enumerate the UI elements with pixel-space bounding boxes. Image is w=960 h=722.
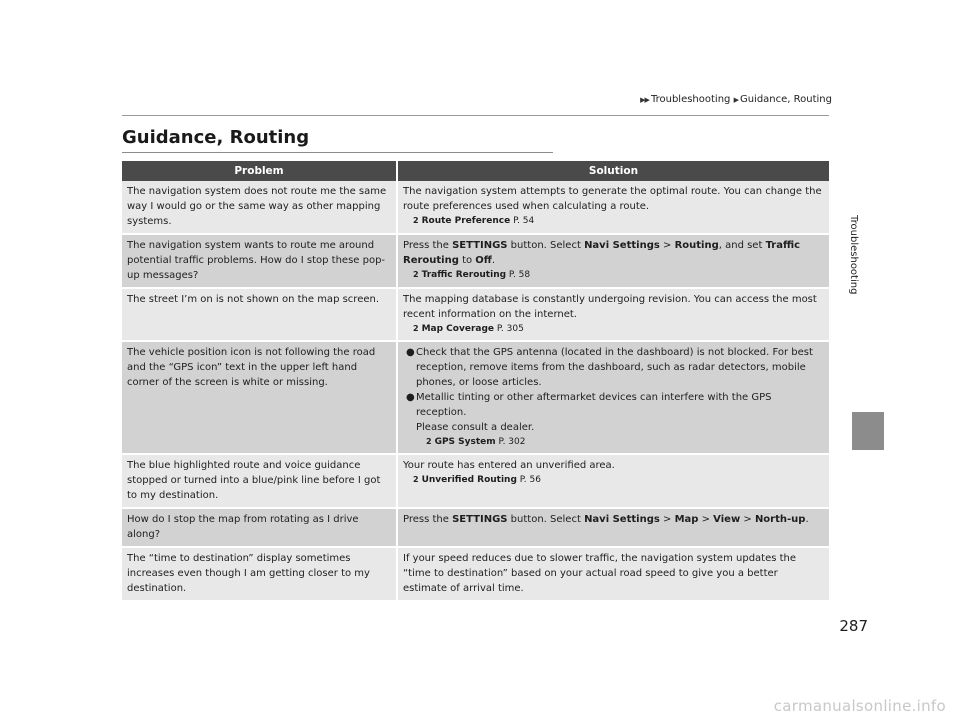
settings-button-label: SETTINGS (452, 514, 508, 525)
menu-navi-settings: Navi Settings (584, 514, 660, 525)
problem-cell: How do I stop the map from rotating as I drive along? (122, 508, 397, 547)
bullet-item: ●Check that the GPS antenna (located in the dashboard) is not blocked. For best reception, remove items from the dashboard, such as radar detectors, mobile phones, or loose articles. (406, 347, 813, 388)
reference-arrow-icon: 2 (413, 270, 419, 279)
reference-page: P. 54 (513, 216, 535, 226)
problem-cell: The blue highlighted route and voice guidance stopped or turned into a blue/pink line before I got to my destination. (122, 454, 397, 508)
breadcrumb-arrow-icon: ▶ (733, 96, 738, 104)
menu-navi-settings: Navi Settings (584, 240, 660, 251)
page-title: Guidance, Routing (122, 127, 310, 148)
menu-traffic-rerouting: Traffic Rerouting (403, 240, 801, 266)
page-number: 287 (839, 617, 868, 635)
problem-cell: The vehicle position icon is not following the road and the “GPS icon” text in the upper left hand corner of the screen is white or missing. (122, 341, 397, 454)
solution-text: Your route has entered an unverified area. (403, 460, 615, 471)
settings-button-label: SETTINGS (452, 240, 508, 251)
menu-view: View (713, 514, 741, 525)
solution-cell (397, 341, 829, 454)
reference-label: Map Coverage (421, 324, 494, 334)
cross-reference[interactable] (403, 268, 824, 282)
table-row (122, 234, 829, 288)
reference-label: GPS System (434, 437, 496, 447)
solution-cell (397, 288, 829, 341)
table-row (122, 288, 829, 341)
reference-page: P. 305 (496, 324, 524, 334)
option-off: Off (475, 255, 492, 266)
bullet-item: ●Metallic tinting or other aftermarket devices can interfere with the GPS reception. (406, 392, 772, 418)
problem-cell: The street I’m on is not shown on the map screen. (122, 288, 397, 341)
option-north-up: North-up (754, 514, 806, 525)
solution-cell (397, 234, 829, 288)
breadcrumb-level1: Troubleshooting (650, 94, 731, 105)
cross-reference[interactable] (403, 214, 824, 228)
troubleshooting-table (122, 161, 829, 600)
reference-page: P. 302 (498, 437, 526, 447)
reference-arrow-icon: 2 (413, 475, 419, 484)
problem-cell: The “time to destination” display sometimes increases even though I am getting closer to my destination. (122, 547, 397, 600)
table-row (122, 454, 829, 508)
breadcrumb (640, 94, 832, 105)
reference-label: Unverified Routing (421, 475, 517, 485)
header-divider (122, 115, 829, 116)
table-row (122, 547, 829, 600)
problem-cell: The navigation system does not route me the same way I would go or the same way as other mapping systems. (122, 181, 397, 234)
cross-reference[interactable] (403, 322, 824, 336)
solution-text: The navigation system attempts to generate the optimal route. You can change the route preferences used when calculating a route. (403, 186, 822, 212)
bullet-icon: ● (406, 347, 415, 358)
reference-label: Traffic Rerouting (421, 270, 507, 280)
solution-cell (397, 181, 829, 234)
reference-arrow-icon: 2 (413, 216, 419, 225)
column-header-problem: Problem (122, 161, 397, 181)
reference-label: Route Preference (421, 216, 511, 226)
menu-map: Map (674, 514, 699, 525)
column-header-solution: Solution (397, 161, 829, 181)
solution-text: Press the SETTINGS button. Select Navi Settings > Routing, and set Traffic Rerouting to Off. (403, 240, 801, 266)
solution-cell (397, 454, 829, 508)
table-header-row (122, 161, 829, 181)
table-row (122, 181, 829, 234)
problem-cell: The navigation system wants to route me around potential traffic problems. How do I stop these pop-up messages? (122, 234, 397, 288)
solution-text: Press the SETTINGS button. Select Navi Settings > Map > View > North-up. (403, 514, 809, 525)
cross-reference[interactable] (403, 435, 824, 449)
reference-arrow-icon: 2 (426, 437, 432, 446)
menu-routing: Routing (674, 240, 719, 251)
solution-cell (397, 508, 829, 547)
cross-reference[interactable] (403, 473, 824, 487)
breadcrumb-level2: Guidance, Routing (739, 94, 832, 105)
side-section-label: Troubleshooting (848, 215, 859, 295)
solution-cell: If your speed reduces due to slower traffic, the navigation system updates the “time to destination” based on your actual road speed to give you a better estimate of arrival time. (397, 547, 829, 600)
title-underline (122, 152, 553, 153)
solution-text: The mapping database is constantly undergoing revision. You can access the most recent information on the internet. (403, 294, 817, 320)
reference-page: P. 56 (519, 475, 541, 485)
table-row (122, 508, 829, 547)
breadcrumb-arrow-icon: ▶▶ (640, 96, 649, 104)
side-section-tab (852, 412, 884, 450)
reference-arrow-icon: 2 (413, 324, 419, 333)
bullet-subtext: Please consult a dealer. (416, 422, 535, 433)
watermark: carmanualsonline.info (773, 697, 946, 715)
reference-page: P. 58 (508, 270, 531, 280)
table-row (122, 341, 829, 454)
bullet-icon: ● (406, 392, 415, 403)
